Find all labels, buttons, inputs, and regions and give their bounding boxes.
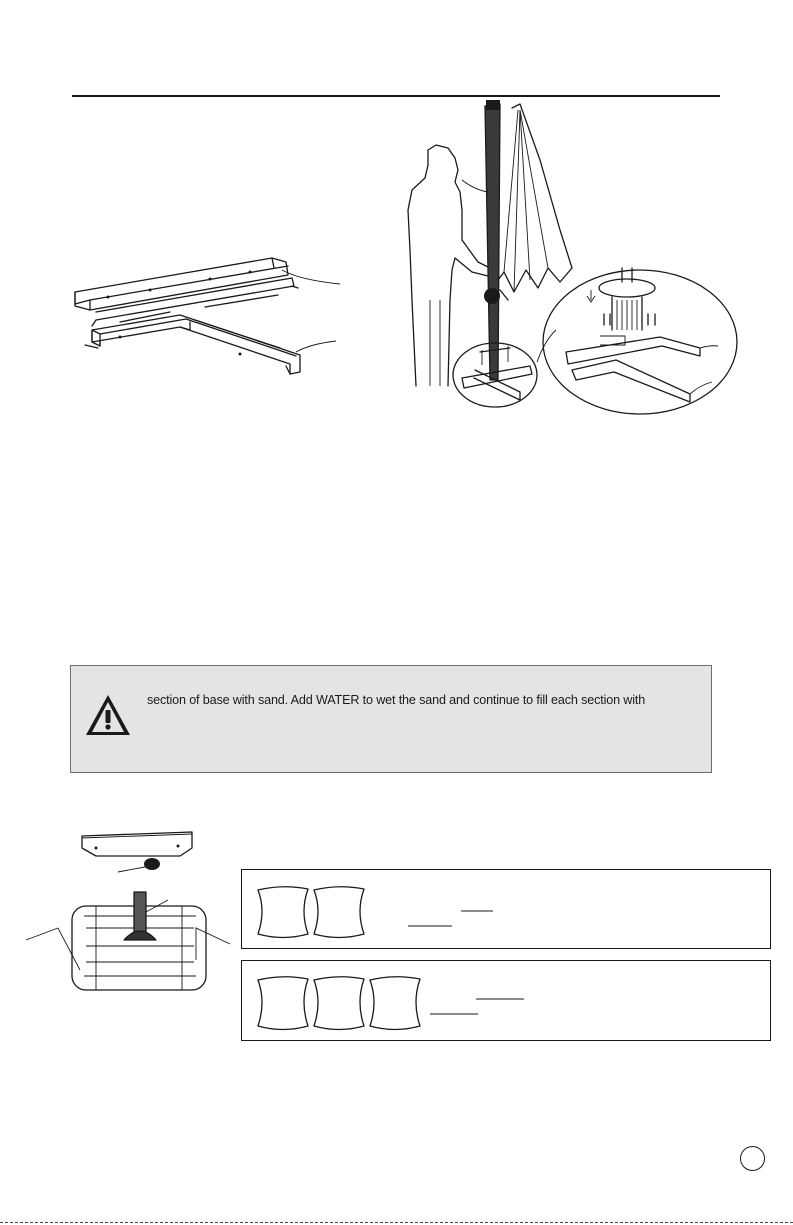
tip-box-three-bags	[241, 960, 771, 1041]
warning-triangle-icon	[84, 692, 132, 740]
bottom-crop-line	[0, 1222, 793, 1223]
warning-text: section of base with sand. Add WATER to wet the sand and continue to fill each section with	[147, 693, 646, 707]
header-rule	[72, 95, 720, 97]
page-number	[740, 1146, 765, 1171]
warning-box	[70, 665, 712, 773]
tip-box-two-bags	[241, 869, 771, 949]
